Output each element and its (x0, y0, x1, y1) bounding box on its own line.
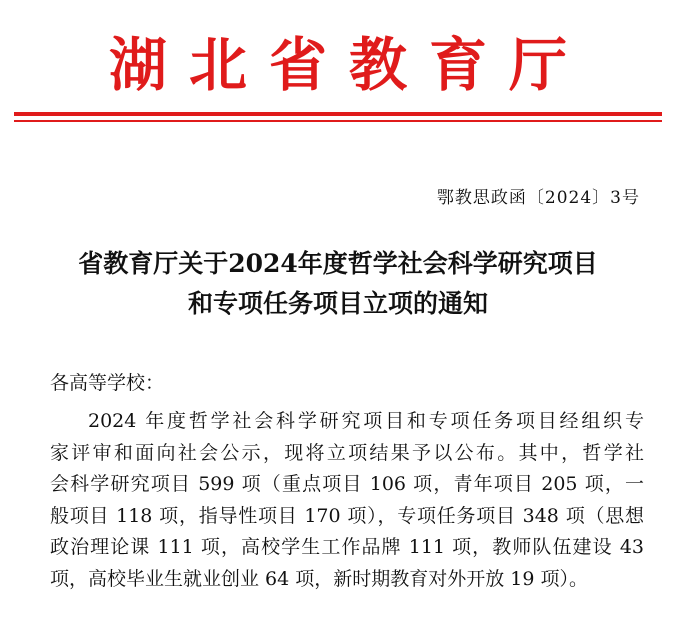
notice-title-line-2: 和专项任务项目立项的通知 (187, 289, 488, 318)
masthead-title: 湖北省教育厅 (108, 31, 589, 99)
body-line: 般项目 118 项，指导性项目 170 项），专项任务项目 348 项（思想 (50, 504, 644, 527)
notice-title (0, 244, 676, 324)
body-line: 家评审和面向社会公示，现将立项结果予以公布。其中，哲学社 (50, 441, 644, 464)
body-line: 2024 年度哲学社会科学研究项目和专项任务项目经组织专 (88, 410, 644, 432)
notice-title-line-1: 省教育厅关于2024年度哲学社会科学研究项目 (78, 249, 598, 278)
body-line: 项，高校毕业生就业创业 64 项，新时期教育对外开放 19 项）。 (50, 567, 589, 590)
body-paragraph (50, 406, 644, 596)
body-line: 会科学研究项目 599 项（重点项目 106 项，青年项目 205 项，一 (50, 473, 644, 496)
masthead-thick-rule (14, 112, 662, 116)
body-line: 政治理论课 111 项，高校学生工作品牌 111 项，教师队伍建设 43 (50, 536, 644, 559)
masthead-thin-rule (14, 120, 662, 122)
document-number: 鄂教思政函〔2024〕3号 (436, 188, 640, 208)
salutation: 各高等学校： (50, 372, 165, 394)
